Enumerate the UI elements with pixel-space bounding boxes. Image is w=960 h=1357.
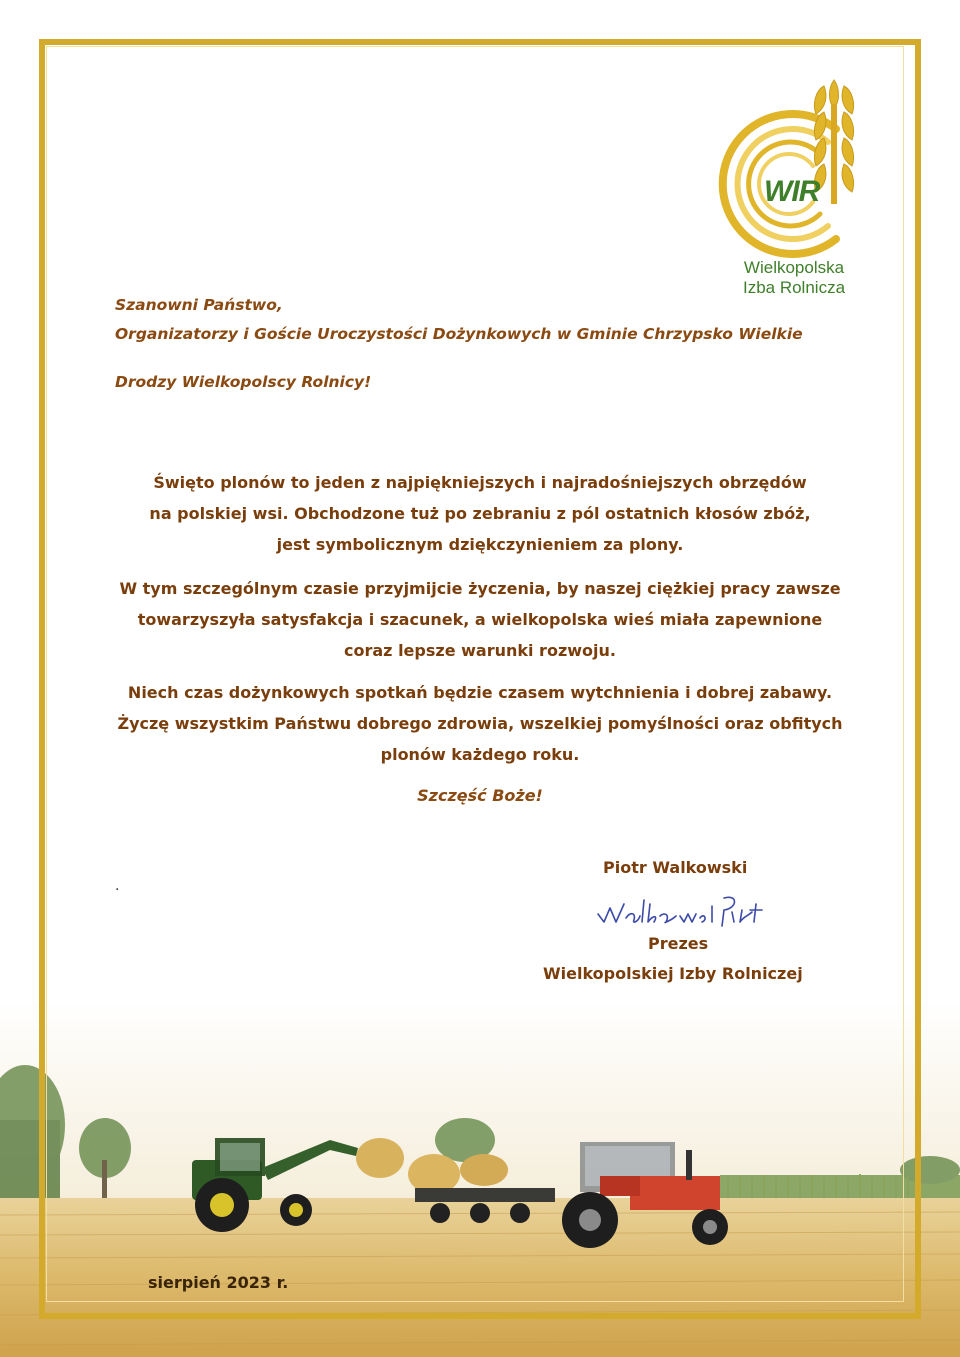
paragraph-line: jest symbolicznym dziękczynieniem za plony. [276,535,684,554]
paragraph-3 [100,677,860,770]
logo-caption [716,258,872,298]
paragraph-line: Niech czas dożynkowych spotkań będzie czasem wytchnienia i dobrej zabawy. [127,683,833,702]
greeting-line-1: Szanowni Państwo, [115,296,283,314]
blessing: Szczęść Boże! [417,786,543,805]
greeting-line-2: Organizatorzy i Goście Uroczystości Dożynkowych w Gminie Chrzypsko Wielkie [115,325,803,343]
letter-date: sierpień 2023 r. [148,1273,289,1292]
paragraph-line: Święto plonów to jeden z najpiękniejszych i najradośniejszych obrzędów [153,473,807,492]
paragraph-line: coraz lepsze warunki rozwoju. [344,641,616,660]
paragraph-2 [100,573,860,666]
harvest-field-image [0,1000,960,1357]
signatory-title: Prezes [648,934,709,953]
paragraph-line: na polskiej wsi. Obchodzone tuż po zebraniu z pól ostatnich kłosów zbóż, [149,504,811,523]
greeting-line-3: Drodzy Wielkopolscy Rolnicy! [115,373,372,391]
paragraph-1 [100,467,860,560]
stray-dot: . [115,878,120,894]
signatory-organization: Wielkopolskiej Izby Rolniczej [543,964,803,983]
signatory-name: Piotr Walkowski [603,858,748,877]
paragraph-line: W tym szczególnym czasie przyjmijcie życzenia, by naszej ciężkiej pracy zawsze [119,579,841,598]
paragraph-line: plonów każdego roku. [380,745,580,764]
logo-name-line1: Wielkopolska [743,258,845,277]
wheat-ear-icon [814,80,853,204]
logo-name-line2: Izba Rolnicza [742,278,846,297]
handwritten-signature [592,882,772,932]
logo-monogram: WIR [764,175,820,208]
paragraph-line: Życzę wszystkim Państwu dobrego zdrowia, wszelkiej pomyślności oraz obfitych [117,714,843,733]
paragraph-line: towarzyszyła satysfakcja i szacunek, a wielkopolska wieś miała zapewnione [137,610,823,629]
